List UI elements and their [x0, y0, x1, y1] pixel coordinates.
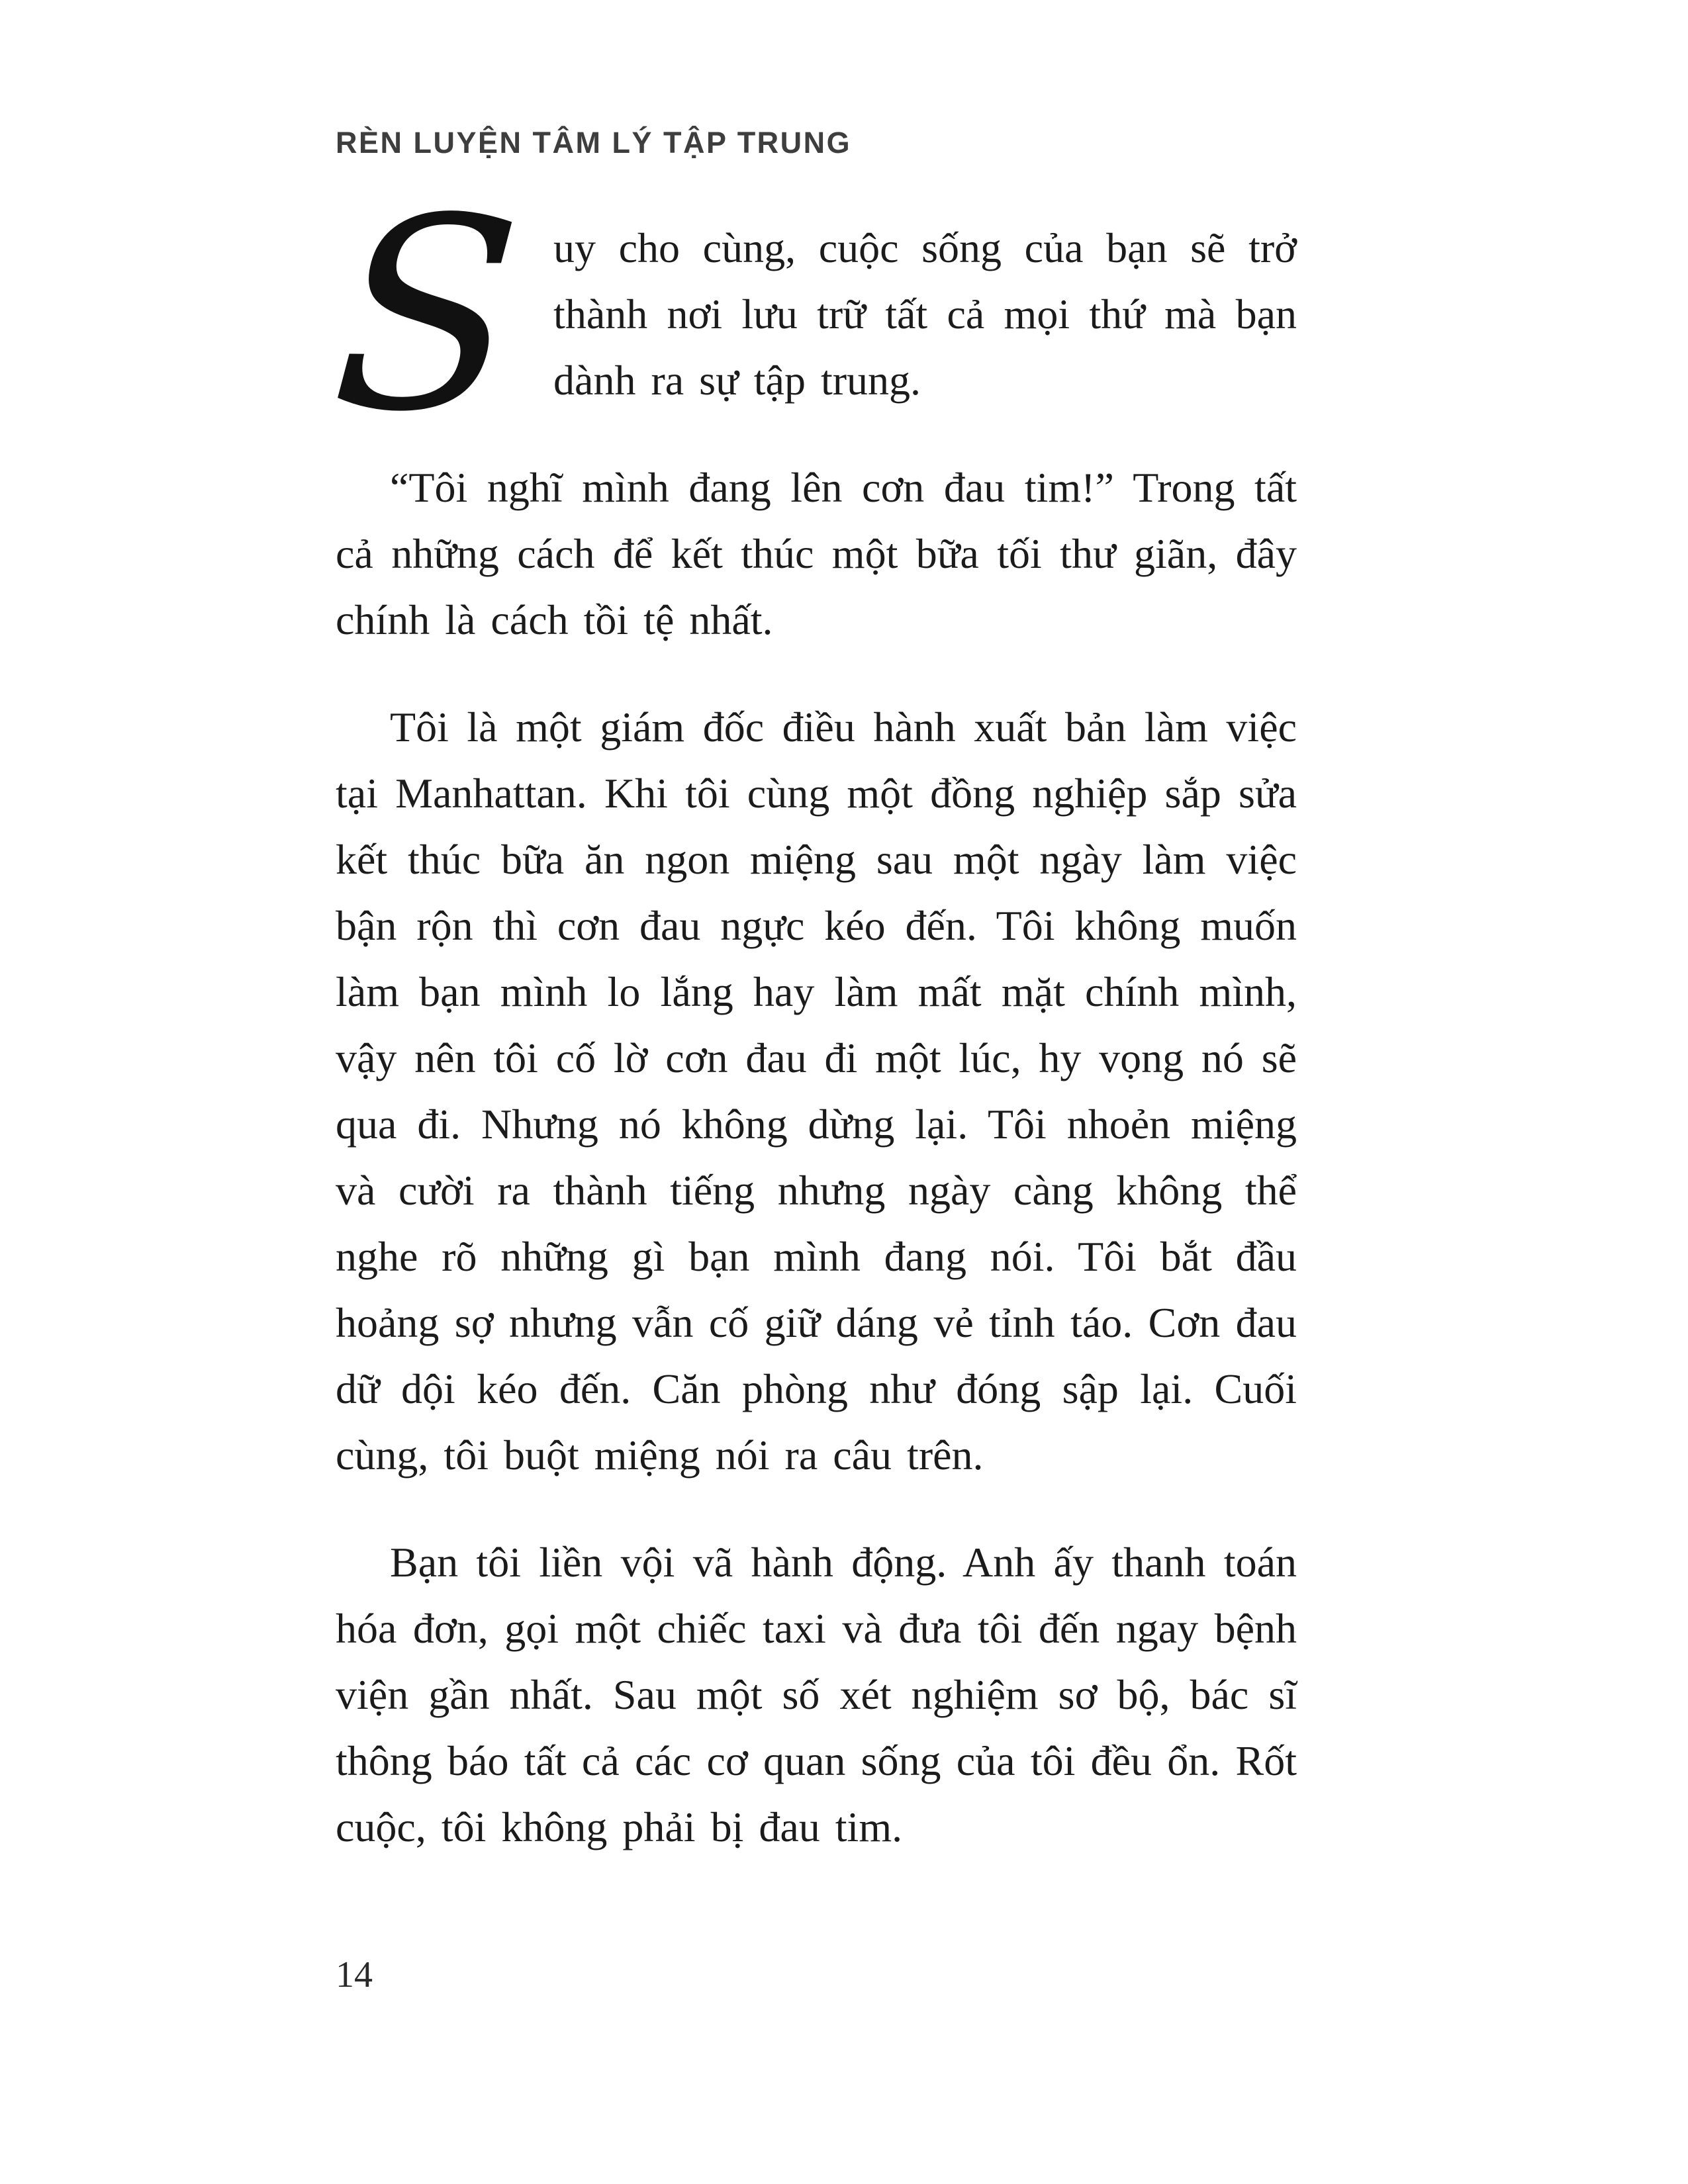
opening-paragraph-text: uy cho cùng, cuộc sống của bạn sẽ trở thành nơi lưu trữ tất cả mọi thứ mà bạn dành ra sự tập trung. [553, 224, 1297, 404]
paragraph: Bạn tôi liền vội vã hành động. Anh ấy thanh toán hóa đơn, gọi một chiếc taxi và đưa tôi đến ngay bệnh viện gần nhất. Sau một số xét nghiệm sơ bộ, bác sĩ thông báo tất cả các cơ quan sống của tôi đều ổn. Rốt cuộc, tôi không phải bị đau tim. [336, 1539, 1297, 1850]
drop-cap-letter: S [324, 162, 528, 470]
paragraph: Tôi là một giám đốc điều hành xuất bản làm việc tại Manhattan. Khi tôi cùng một đồng nghiệp sắp sửa kết thúc bữa ăn ngon miệng sau một ngày làm việc bận rộn thì cơn đau ngực kéo đến. Tôi không muốn làm bạn mình lo lắng hay làm mất mặt chính mình, vậy nên tôi cố lờ cơn đau đi một lúc, hy vọng nó sẽ qua đi. Nhưng nó không dừng lại. Tôi nhoẻn miệng và cười ra thành tiếng nhưng ngày càng không thể nghe rõ những gì bạn mình đang nói. Tôi bắt đầu hoảng sợ nhưng vẫn cố giữ dáng vẻ tỉnh táo. Cơn đau dữ dội kéo đến. Căn phòng như đóng sập lại. Cuối cùng, tôi buột miệng nói ra câu trên. [336, 704, 1297, 1479]
page-content [324, 162, 1297, 1901]
opening-paragraph [324, 162, 1297, 470]
running-header: RÈN LUYỆN TÂM LÝ TẬP TRUNG [336, 126, 852, 159]
page-number: 14 [336, 1954, 373, 1995]
paragraph: “Tôi nghĩ mình đang lên cơn đau tim!” Trong tất cả những cách để kết thúc một bữa tối thư giãn, đây chính là cách tồi tệ nhất. [336, 464, 1297, 643]
